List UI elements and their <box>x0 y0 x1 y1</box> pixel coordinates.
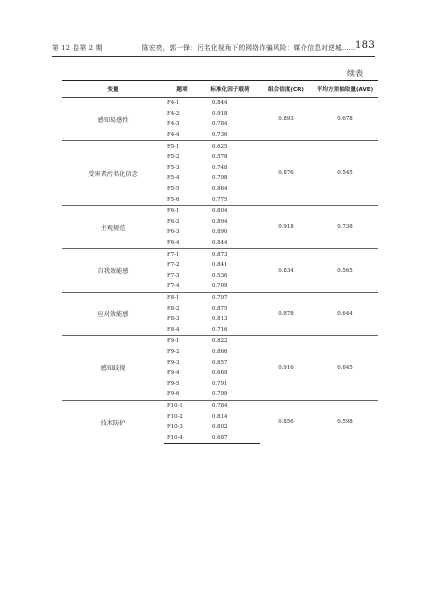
item-cell: F5-6 <box>167 196 180 203</box>
loading-cell: 0.864 <box>212 186 228 193</box>
loading-cell: 0.844 <box>212 240 228 247</box>
loading-cell: 0.797 <box>200 292 260 303</box>
loading-cell: 0.687 <box>200 432 260 443</box>
loading-cell: 0.857 <box>212 359 228 366</box>
loading-cell: 0.716 <box>212 326 228 333</box>
table-row <box>62 292 378 303</box>
item-cell: F9-4 <box>167 370 180 377</box>
column-header-ave: 平均方差抽取量(AVE) <box>312 81 378 98</box>
item-cell: F5-5 <box>167 186 180 193</box>
loading-cell: 0.918 <box>212 110 228 117</box>
item-cell: F9-3 <box>167 359 180 366</box>
loading-cell: 0.844 <box>200 98 260 109</box>
loading-cell: 0.536 <box>212 272 228 279</box>
reliability-table <box>62 80 378 444</box>
variable-cell: 感知易感性 <box>62 98 164 141</box>
column-header-cr: 组合信度(CR) <box>260 81 312 98</box>
cr-cell: 0.834 <box>260 249 312 292</box>
variable-cell: 受害者污名化信念 <box>62 141 164 206</box>
item-cell: F5-4 <box>167 175 180 182</box>
loading-cell: 0.813 <box>212 316 228 323</box>
item-cell: F9-6 <box>167 391 180 398</box>
variable-cell: 应对效能感 <box>62 292 164 335</box>
ave-cell: 0.678 <box>312 98 378 141</box>
item-cell: F8-2 <box>167 305 180 312</box>
item-cell: F9-1 <box>164 336 200 347</box>
variable-cell: 技术防护 <box>62 400 164 443</box>
cr-cell: 0.876 <box>260 141 312 206</box>
item-cell: F10-3 <box>167 424 183 431</box>
ave-cell: 0.738 <box>312 205 378 248</box>
ave-cell: 0.644 <box>312 292 378 335</box>
item-cell: F7-2 <box>167 262 180 269</box>
page-number: 183 <box>355 40 375 51</box>
item-cell: F4-2 <box>167 110 180 117</box>
item-cell: F8-3 <box>167 316 180 323</box>
loading-cell: 0.578 <box>212 154 228 161</box>
loading-cell: 0.841 <box>212 262 228 269</box>
item-cell: F8-4 <box>167 326 180 333</box>
table-row <box>62 249 378 260</box>
column-header-loading: 标准化因子载荷 <box>200 81 260 98</box>
loading-cell: 0.748 <box>212 164 228 171</box>
loading-cell: 0.798 <box>212 175 228 182</box>
ave-cell: 0.598 <box>312 400 378 443</box>
ave-cell: 0.565 <box>312 249 378 292</box>
item-cell: F4-4 <box>167 132 180 139</box>
item-cell: F6-1 <box>164 205 200 216</box>
cr-cell: 0.916 <box>260 336 312 401</box>
loading-cell: 0.804 <box>200 205 260 216</box>
loading-cell: 0.784 <box>212 121 228 128</box>
loading-cell: 0.669 <box>212 370 228 377</box>
item-cell: F9-2 <box>167 348 180 355</box>
loading-cell: 0.625 <box>200 141 260 152</box>
loading-cell: 0.822 <box>200 336 260 347</box>
table-row <box>62 400 378 411</box>
column-header-item: 题项 <box>164 81 200 98</box>
article-running-title: 陈宏亮，郭一锋：污名化视角下的网络诈骗风险：媒介信息对逆城…… <box>142 44 356 52</box>
table-row <box>62 205 378 216</box>
table-header-row <box>62 81 378 98</box>
loading-cell: 0.875 <box>212 305 228 312</box>
item-cell: F5-1 <box>164 141 200 152</box>
item-cell: F10-4 <box>164 432 200 443</box>
column-header-variable: 变量 <box>62 81 164 98</box>
item-cell: F4-3 <box>167 121 180 128</box>
loading-cell: 0.890 <box>212 229 228 236</box>
loading-cell: 0.736 <box>212 132 228 139</box>
loading-cell: 0.709 <box>212 283 228 290</box>
item-cell: F8-1 <box>164 292 200 303</box>
item-cell: F10-2 <box>167 413 183 420</box>
item-cell: F7-4 <box>167 283 180 290</box>
loading-cell: 0.814 <box>212 413 228 420</box>
loading-cell: 0.802 <box>212 424 228 431</box>
cr-cell: 0.893 <box>260 98 312 141</box>
item-cell: F5-3 <box>167 164 180 171</box>
item-cell: F5-2 <box>167 154 180 161</box>
variable-cell: 感知歧视 <box>62 336 164 401</box>
issue-label: 第 12 卷第 2 期 <box>52 44 103 52</box>
variable-cell: 主观规范 <box>62 205 164 248</box>
item-cell: F7-3 <box>167 272 180 279</box>
item-cell: F6-3 <box>167 229 180 236</box>
item-cell: F7-1 <box>164 249 200 260</box>
loading-cell: 0.791 <box>212 380 228 387</box>
table-row <box>62 336 378 347</box>
ave-cell: 0.545 <box>312 141 378 206</box>
table-row <box>62 98 378 109</box>
ave-cell: 0.645 <box>312 336 378 401</box>
loading-cell: 0.894 <box>212 218 228 225</box>
cr-cell: 0.878 <box>260 292 312 335</box>
item-cell: F6-2 <box>167 218 180 225</box>
loading-cell: 0.784 <box>200 400 260 411</box>
cr-cell: 0.918 <box>260 205 312 248</box>
item-cell: F4-1 <box>164 98 200 109</box>
item-cell: F6-4 <box>167 240 180 247</box>
running-header <box>52 40 375 57</box>
cr-cell: 0.856 <box>260 400 312 443</box>
continued-label: 续表 <box>347 69 363 78</box>
table-body <box>62 98 378 444</box>
item-cell: F10-1 <box>164 400 200 411</box>
item-cell: F9-5 <box>167 380 180 387</box>
loading-cell: 0.799 <box>212 391 228 398</box>
loading-cell: 0.775 <box>212 196 228 203</box>
table-row <box>62 141 378 152</box>
loading-cell: 0.873 <box>200 249 260 260</box>
loading-cell: 0.866 <box>212 348 228 355</box>
variable-cell: 自我效能感 <box>62 249 164 292</box>
